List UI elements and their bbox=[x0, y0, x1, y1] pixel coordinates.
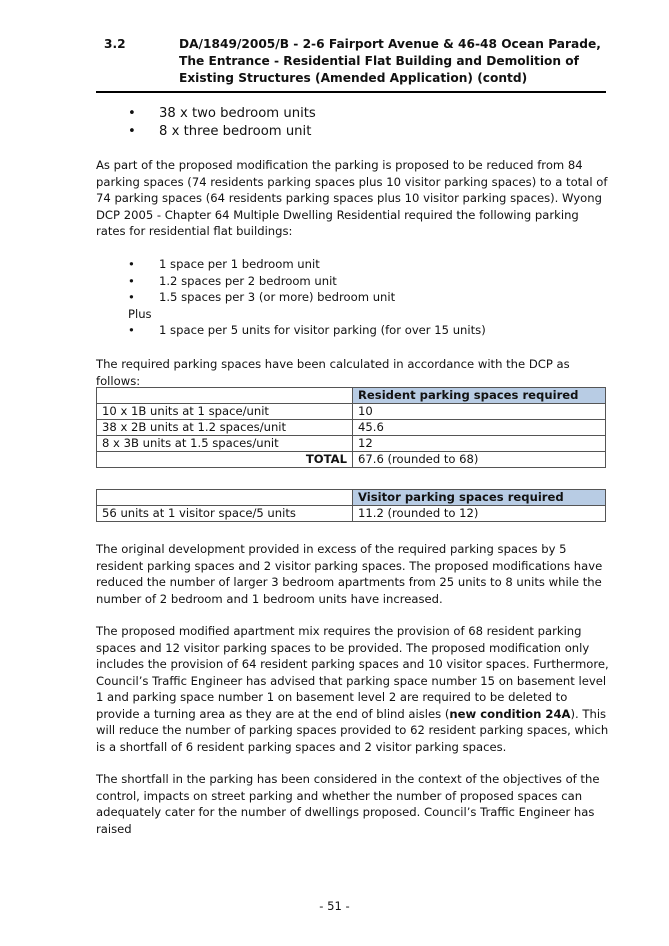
table-header-row bbox=[97, 490, 606, 506]
list-item: • 38 x two bedroom units bbox=[128, 106, 316, 121]
table-row: 38 x 2B units at 1.2 spaces/unit 45.6 bbox=[97, 420, 606, 436]
visitor-parking-table bbox=[96, 489, 606, 522]
paragraph-shortfall: The shortfall in the parking has been considered in the context of the objectives of the control, impacts on street parking and whether the number of proposed spaces can adequately cater for the number of dwellings proposed. Council’s Traffic Engineer has raised bbox=[96, 772, 600, 836]
bullet-icon: • bbox=[128, 273, 135, 288]
bullet-icon: • bbox=[128, 124, 136, 139]
paragraph-calculation-intro: The required parking spaces have been calculated in accordance with the DCP as follows: bbox=[96, 357, 570, 388]
resident-parking-table bbox=[96, 387, 606, 468]
list-item: • 1.5 spaces per 3 (or more) bedroom unit bbox=[128, 290, 396, 304]
section-heading bbox=[96, 36, 606, 93]
bullet-icon: • bbox=[128, 257, 135, 271]
list-item: • 8 x three bedroom unit bbox=[128, 124, 312, 139]
bullet-icon: • bbox=[128, 290, 135, 304]
paragraph-original-development: The original development provided in excess of the required parking spaces by 5 resident parking spaces and 2 visitor parking spaces. The proposed modifications have reduced the number of larger 3 bedroom apartments from 25 units to 8 units while the number of 2 bedroom and 1 bedroom units have increased. bbox=[96, 542, 603, 606]
total-value: 67.6 (rounded to 68) bbox=[353, 452, 606, 468]
page-number: - 51 - bbox=[319, 899, 350, 913]
section-title: DA/1849/2005/B - 2-6 Fairport Avenue & 46-48 Ocean Parade, The Entrance - Residential Flat Building and Demolition of Existing Structures (Amended Application) (contd) bbox=[179, 37, 601, 85]
new-condition-reference: new condition 24A bbox=[449, 706, 571, 721]
paragraph-modified-mix: The proposed modified apartment mix requires the provision of 68 resident parking spaces and 12 visitor parking spaces to be provided. The proposed modification only includes the provision of 64 resident parking spaces and 10 visitor spaces. Furthermore, Council’s Traffic Engineer has advised that parking space number 15 on basement level 1 and parking space number 1 on basement level 2 are required to be deleted to provide a turning area as they are at the end of blind aisles (new condition 24A). This will reduce the number of parking spaces provided to 62 resident parking spaces, which is a shortfall of 6 resident parking spaces and 2 visitor parking spaces. bbox=[96, 624, 609, 754]
column-header: Visitor parking spaces required bbox=[353, 490, 606, 506]
list-item: • 1 space per 1 bedroom unit bbox=[128, 257, 320, 271]
table-row: 56 units at 1 visitor space/5 units 11.2 (rounded to 12) bbox=[97, 506, 606, 522]
bullet-icon: • bbox=[128, 323, 135, 337]
section-number: 3.2 bbox=[104, 37, 126, 51]
plus-label: Plus bbox=[128, 306, 152, 321]
table-total-row bbox=[97, 452, 606, 468]
paragraph-parking-reduction: As part of the proposed modification the parking is proposed to be reduced from 84 parking spaces (74 residents parking spaces plus 10 visitor parking spaces) to a total of 74 parking spaces (64 residents parking spaces plus 10 visitor parking spaces). Wyong DCP 2005 - Chapter 64 Multiple Dwelling Residential required the following parking rates for residential flat buildings: bbox=[96, 158, 608, 238]
table-row: 8 x 3B units at 1.5 spaces/unit 12 bbox=[97, 436, 606, 452]
total-label: TOTAL bbox=[97, 452, 353, 468]
list-item: • 1 space per 5 units for visitor parking (for over 15 units) bbox=[128, 323, 486, 337]
column-header: Resident parking spaces required bbox=[353, 388, 606, 404]
parking-rates-list bbox=[96, 256, 486, 339]
list-item: • 1.2 spaces per 2 bedroom unit bbox=[128, 273, 337, 288]
unit-mix-list bbox=[96, 105, 316, 141]
table-row: 10 x 1B units at 1 space/unit 10 bbox=[97, 404, 606, 420]
table-header-row bbox=[97, 388, 606, 404]
bullet-icon: • bbox=[128, 106, 136, 121]
